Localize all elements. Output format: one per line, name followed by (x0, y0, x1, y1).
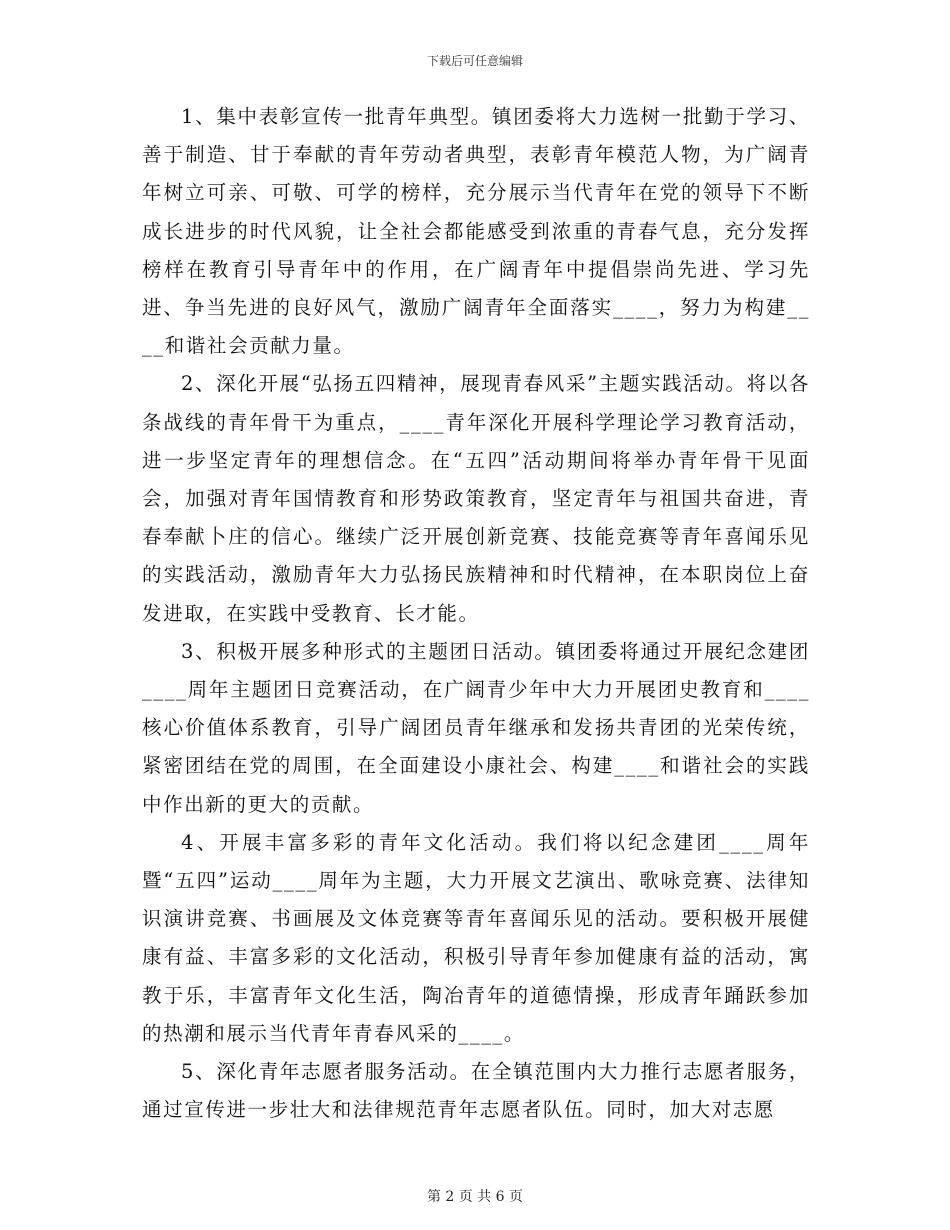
paragraph-5: 5、深化青年志愿者服务活动。在全镇范围内大力推行志愿者服务，通过宣传进一步壮大和法律规范青年志愿者队伍。同时，加大对志愿 (142, 1060, 810, 1122)
paragraph-2: 2、深化开展“弘扬五四精神，展现青春风采”主题实践活动。将以各条战线的青年骨干为重点，____青年深化开展科学理论学习教育活动，进一步坚定青年的理想信念。在“五四”活动期间将举办青年骨干见面会，加强对青年国情教育和形势政策教育，坚定青年与祖国共奋进，青春奉献卜庄的信心。继续广泛开展创新竞赛、技能竞赛等青年喜闻乐见的实践活动，激励青年大力弘扬民族精神和时代精神，在本职岗位上奋发进取，在实践中受教育、长才能。 (142, 372, 810, 625)
page-header: 下载后可任意编辑 (426, 54, 523, 68)
page-footer: 第 2 页 共 6 页 (426, 1189, 524, 1205)
paragraph-3: 3、积极开展多种形式的主题团日活动。镇团委将通过开展纪念建团____周年主题团日竞赛活动，在广阔青少年中大力开展团史教育和____核心价值体系教育，引导广阔团员青年继承和发扬共青团的光荣传统，紧密团结在党的周围，在全面建设小康社会、构建____和谐社会的实践中作出新的更大的贡献。 (142, 639, 810, 816)
document-body (142, 98, 810, 1129)
paragraph-4: 4、开展丰富多彩的青年文化活动。我们将以纪念建团____周年暨“五四”运动____周年为主题，大力开展文艺演出、歌咏竞赛、法律知识演讲竞赛、书画展及文体竞赛等青年喜闻乐见的活动。要积极开展健康有益、丰富多彩的文化活动，积极引导青年参加健康有益的活动，寓教于乐，丰富青年文化生活，陶冶青年的道德情操，形成青年踊跃参加的热潮和展示当代青年青春风采的____。 (142, 830, 810, 1045)
paragraph-1: 1、集中表彰宣传一批青年典型。镇团委将大力选树一批勤于学习、善于制造、甘于奉献的青年劳动者典型，表彰青年模范人物，为广阔青年树立可亲、可敬、可学的榜样，充分展示当代青年在党的领导下不断成长进步的时代风貌，让全社会都能感受到浓重的青春气息，充分发挥榜样在教育引导青年中的作用，在广阔青年中提倡崇尚先进、学习先进、争当先进的良好风气，激励广阔青年全面落实____，努力为构建____和谐社会贡献力量。 (142, 105, 810, 358)
